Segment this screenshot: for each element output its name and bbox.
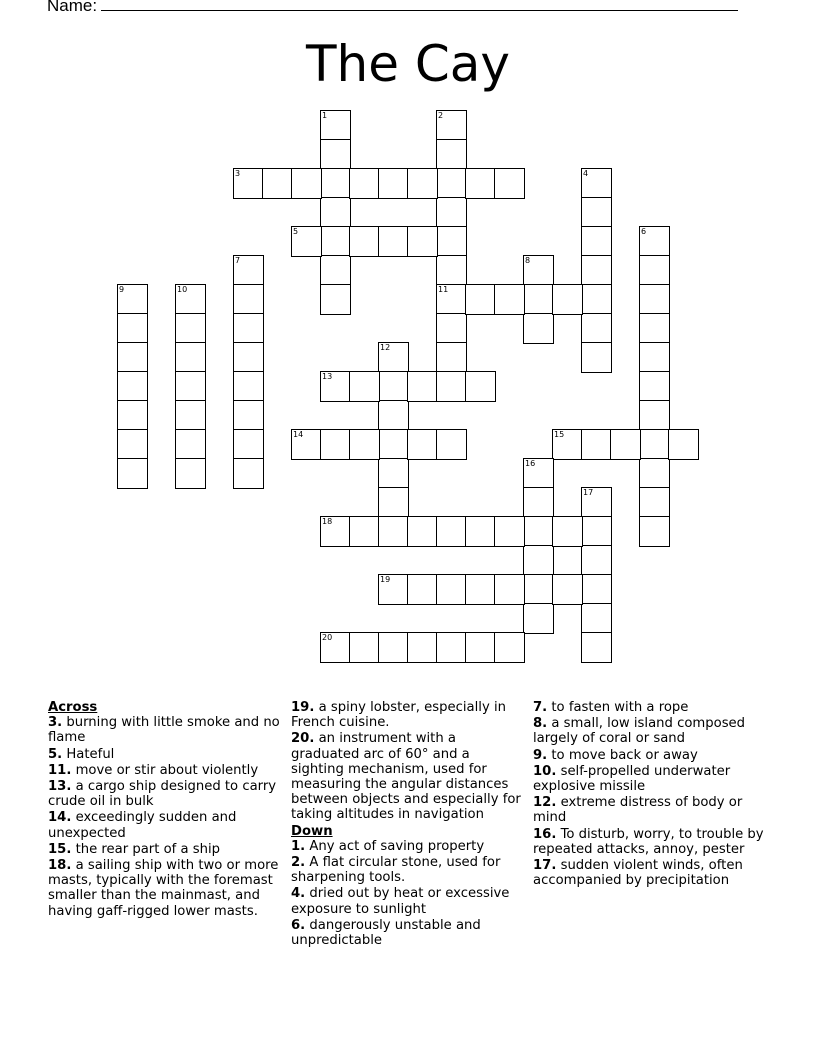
grid-cell[interactable]	[610, 429, 641, 460]
grid-cell[interactable]	[436, 313, 467, 344]
grid-cell[interactable]	[436, 516, 467, 547]
grid-cell[interactable]	[175, 284, 206, 315]
name-label: Name:	[47, 0, 98, 15]
grid-cell[interactable]	[175, 458, 206, 489]
grid-cell[interactable]	[378, 400, 409, 431]
grid-cell[interactable]	[320, 168, 351, 199]
grid-cell[interactable]	[523, 603, 554, 634]
grid-cell[interactable]	[494, 632, 525, 663]
grid-cell[interactable]	[117, 429, 148, 460]
grid-cell[interactable]	[465, 516, 496, 547]
grid-cell[interactable]	[291, 226, 322, 257]
clue-down-4	[291, 886, 523, 916]
grid-cell[interactable]	[581, 603, 612, 634]
grid-cell[interactable]	[320, 632, 351, 663]
clue-number: 15.	[48, 841, 72, 857]
grid-cell[interactable]	[465, 371, 496, 402]
cell-number: 11	[438, 285, 449, 294]
grid-cell[interactable]	[523, 574, 554, 605]
clue-number: 11.	[48, 762, 72, 778]
cell-number: 20	[322, 633, 333, 642]
grid-cell[interactable]	[523, 487, 554, 518]
grid-cell[interactable]	[349, 226, 380, 257]
grid-cell[interactable]	[233, 371, 264, 402]
clue-down-9	[533, 748, 765, 763]
grid-cell[interactable]	[233, 168, 264, 199]
clue-number: 5.	[48, 746, 63, 762]
grid-cell[interactable]	[465, 574, 496, 605]
grid-cell[interactable]	[436, 139, 467, 170]
clue-text: an instrument with a graduated arc of 60° and a sighting mechanism, used for measuring the angular distances between objects and especially for taking altitudes in navigation	[291, 731, 521, 823]
grid-cell[interactable]	[262, 168, 293, 199]
clue-number: 7.	[533, 700, 548, 715]
grid-cell[interactable]	[117, 342, 148, 373]
clue-text: a sailing ship with two or more masts, typically with the foremast smaller than the mainmast, and having gaff-rigged lower masts.	[48, 858, 279, 919]
clue-number: 16.	[533, 826, 557, 842]
clue-down-17	[533, 858, 765, 888]
cell-number: 1	[322, 111, 328, 120]
grid-cell[interactable]	[581, 284, 612, 315]
grid-cell[interactable]	[175, 371, 206, 402]
grid-cell[interactable]	[378, 429, 409, 460]
grid-cell[interactable]	[465, 284, 496, 315]
grid-cell[interactable]	[581, 168, 612, 199]
grid-cell[interactable]	[378, 458, 409, 489]
grid-cell[interactable]	[639, 429, 670, 460]
grid-cell[interactable]	[407, 371, 438, 402]
grid-cell[interactable]	[378, 516, 409, 547]
clue-down-8	[533, 716, 765, 746]
clue-text: self-propelled underwater explosive missile	[533, 763, 731, 795]
clue-across-11	[48, 763, 280, 778]
grid-cell[interactable]	[320, 139, 351, 170]
cell-number: 13	[322, 372, 333, 381]
cell-number: 19	[380, 575, 391, 584]
clue-text: exceedingly sudden and unexpected	[48, 810, 237, 841]
grid-cell[interactable]	[523, 458, 554, 489]
grid-cell[interactable]	[291, 429, 322, 460]
clue-column-1	[48, 700, 280, 920]
clue-number: 3.	[48, 715, 63, 731]
clue-across-3	[48, 715, 280, 745]
grid-cell[interactable]	[581, 516, 612, 547]
clue-down-16	[533, 827, 765, 857]
grid-cell[interactable]	[407, 226, 438, 257]
clue-text: sudden violent winds, often accompanied by precipitation	[533, 858, 743, 889]
grid-cell[interactable]	[436, 110, 467, 141]
grid-cell[interactable]	[407, 516, 438, 547]
grid-cell[interactable]	[436, 632, 467, 663]
clue-text: a spiny lobster, especially in French cuisine.	[291, 700, 506, 731]
grid-cell[interactable]	[639, 487, 670, 518]
grid-cell[interactable]	[291, 168, 322, 199]
clue-text: to move back or away	[551, 747, 698, 763]
grid-cell[interactable]	[581, 226, 612, 257]
grid-cell[interactable]	[378, 632, 409, 663]
grid-cell[interactable]	[436, 342, 467, 373]
clue-column-2	[291, 700, 523, 949]
clue-number: 14.	[48, 810, 72, 826]
clue-across-5	[48, 747, 280, 762]
cell-number: 6	[641, 227, 647, 236]
grid-cell[interactable]	[639, 371, 670, 402]
clue-number: 4.	[291, 886, 306, 902]
clue-number: 18.	[48, 858, 72, 874]
grid-cell[interactable]	[639, 226, 670, 257]
grid-cell[interactable]	[320, 255, 351, 286]
clue-across-19	[291, 700, 523, 730]
grid-cell[interactable]	[175, 313, 206, 344]
grid-cell[interactable]	[581, 342, 612, 373]
clue-text: the rear part of a ship	[75, 841, 221, 857]
grid-cell[interactable]	[552, 429, 583, 460]
clue-text: To disturb, worry, to trouble by repeated attacks, annoy, pester	[533, 826, 764, 857]
grid-cell[interactable]	[117, 458, 148, 489]
grid-cell[interactable]	[233, 458, 264, 489]
grid-cell[interactable]	[552, 574, 583, 605]
clue-down-6	[291, 918, 523, 948]
clue-number: 10.	[533, 763, 557, 779]
clue-down-7	[533, 700, 765, 715]
grid-cell[interactable]	[668, 429, 699, 460]
puzzle-title: The Cay	[305, 35, 511, 93]
grid-cell[interactable]	[581, 313, 612, 344]
grid-cell[interactable]	[494, 516, 525, 547]
grid-cell[interactable]	[494, 574, 525, 605]
clue-text: a cargo ship designed to carry crude oil in bulk	[48, 779, 277, 810]
grid-cell[interactable]	[494, 284, 525, 315]
grid-cell[interactable]	[320, 371, 351, 402]
grid-cell[interactable]	[465, 168, 496, 199]
cell-number: 12	[380, 343, 391, 352]
clue-text: to fasten with a rope	[551, 700, 689, 715]
grid-cell[interactable]	[581, 255, 612, 286]
grid-cell[interactable]	[233, 313, 264, 344]
grid-cell[interactable]	[320, 284, 351, 315]
grid-cell[interactable]	[494, 168, 525, 199]
grid-cell[interactable]	[581, 632, 612, 663]
grid-cell[interactable]	[378, 342, 409, 373]
grid-cell[interactable]	[436, 226, 467, 257]
grid-cell[interactable]	[639, 284, 670, 315]
grid-cell[interactable]	[436, 574, 467, 605]
grid-cell[interactable]	[639, 255, 670, 286]
clue-across-14	[48, 810, 280, 840]
clue-across-20	[291, 731, 523, 822]
grid-cell[interactable]	[407, 574, 438, 605]
grid-cell[interactable]	[639, 516, 670, 547]
grid-cell[interactable]	[233, 342, 264, 373]
grid-cell[interactable]	[523, 516, 554, 547]
clue-down-12	[533, 795, 765, 825]
grid-cell[interactable]	[349, 429, 380, 460]
grid-cell[interactable]	[639, 342, 670, 373]
grid-cell[interactable]	[320, 429, 351, 460]
grid-cell[interactable]	[233, 284, 264, 315]
clue-text: dried out by heat or excessive exposure to sunlight	[291, 886, 510, 917]
grid-cell[interactable]	[523, 284, 554, 315]
grid-cell[interactable]	[581, 197, 612, 228]
grid-cell[interactable]	[552, 516, 583, 547]
grid-cell[interactable]	[320, 226, 351, 257]
grid-cell[interactable]	[349, 632, 380, 663]
grid-cell[interactable]	[436, 168, 467, 199]
clue-down-2	[291, 855, 523, 885]
grid-cell[interactable]	[407, 168, 438, 199]
grid-cell[interactable]	[175, 429, 206, 460]
grid-cell[interactable]	[581, 574, 612, 605]
grid-cell[interactable]	[407, 429, 438, 460]
clue-text: dangerously unstable and unpredictable	[291, 917, 481, 949]
grid-cell[interactable]	[349, 516, 380, 547]
clue-column-3	[533, 700, 765, 889]
clue-number: 13.	[48, 779, 72, 795]
grid-cell[interactable]	[436, 255, 467, 286]
clue-text: move or stir about violently	[75, 762, 259, 778]
clue-text: A flat circular stone, used for sharpening tools.	[291, 855, 501, 886]
clue-text: burning with little smoke and no flame	[48, 715, 280, 746]
clue-down-1	[291, 839, 523, 854]
grid-cell[interactable]	[320, 516, 351, 547]
grid-cell[interactable]	[117, 284, 148, 315]
clue-number: 2.	[291, 855, 306, 871]
clue-text: Hateful	[66, 746, 115, 762]
grid-cell[interactable]	[117, 371, 148, 402]
down-heading: Down	[291, 823, 333, 839]
grid-cell[interactable]	[639, 458, 670, 489]
grid-cell[interactable]	[523, 255, 554, 286]
grid-cell[interactable]	[465, 632, 496, 663]
grid-cell[interactable]	[436, 371, 467, 402]
cell-number: 16	[525, 459, 536, 468]
grid-cell[interactable]	[407, 632, 438, 663]
grid-cell[interactable]	[378, 168, 409, 199]
grid-cell[interactable]	[117, 313, 148, 344]
grid-cell[interactable]	[436, 429, 467, 460]
clue-down-10	[533, 764, 765, 794]
cell-number: 5	[293, 227, 299, 236]
clue-number: 19.	[291, 700, 315, 715]
clue-number: 20.	[291, 731, 315, 747]
cell-number: 2	[438, 111, 444, 120]
clue-number: 8.	[533, 716, 548, 732]
grid-cell[interactable]	[320, 197, 351, 228]
grid-cell[interactable]	[436, 197, 467, 228]
clue-across-13	[48, 779, 280, 809]
cell-number: 18	[322, 517, 333, 526]
clue-text: a small, low island composed largely of coral or sand	[533, 716, 746, 747]
grid-cell[interactable]	[378, 574, 409, 605]
grid-cell[interactable]	[378, 226, 409, 257]
grid-cell[interactable]	[523, 313, 554, 344]
grid-cell[interactable]	[117, 400, 148, 431]
across-heading: Across	[48, 700, 98, 715]
grid-cell[interactable]	[378, 487, 409, 518]
grid-cell[interactable]	[320, 110, 351, 141]
grid-cell[interactable]	[175, 342, 206, 373]
cell-number: 15	[554, 430, 565, 439]
clue-text: extreme distress of body or mind	[533, 795, 743, 826]
grid-cell[interactable]	[639, 313, 670, 344]
clue-across-15	[48, 842, 280, 857]
clue-number: 9.	[533, 747, 548, 763]
grid-cell[interactable]	[349, 371, 380, 402]
grid-cell[interactable]	[175, 400, 206, 431]
clue-number: 6.	[291, 917, 306, 933]
grid-cell[interactable]	[581, 545, 612, 576]
grid-cell[interactable]	[233, 255, 264, 286]
clue-number: 1.	[291, 838, 306, 854]
clue-text: Any act of saving property	[309, 838, 485, 854]
grid-cell[interactable]	[378, 371, 409, 402]
clue-across-18	[48, 858, 280, 919]
grid-cell[interactable]	[233, 400, 264, 431]
cell-number: 14	[293, 430, 304, 439]
cell-number: 9	[119, 285, 125, 294]
grid-cell[interactable]	[349, 168, 380, 199]
clue-number: 17.	[533, 858, 557, 874]
cell-number: 8	[525, 256, 531, 265]
grid-cell[interactable]	[436, 284, 467, 315]
clue-number: 12.	[533, 795, 557, 811]
grid-cell[interactable]	[581, 429, 612, 460]
grid-cell[interactable]	[639, 400, 670, 431]
grid-cell[interactable]	[233, 429, 264, 460]
cell-number: 3	[235, 169, 241, 178]
grid-cell[interactable]	[581, 487, 612, 518]
cell-number: 7	[235, 256, 241, 265]
cell-number: 4	[583, 169, 589, 178]
cell-number: 17	[583, 488, 594, 497]
grid-cell[interactable]	[552, 284, 583, 315]
cell-number: 10	[177, 285, 188, 294]
grid-cell[interactable]	[523, 545, 554, 576]
